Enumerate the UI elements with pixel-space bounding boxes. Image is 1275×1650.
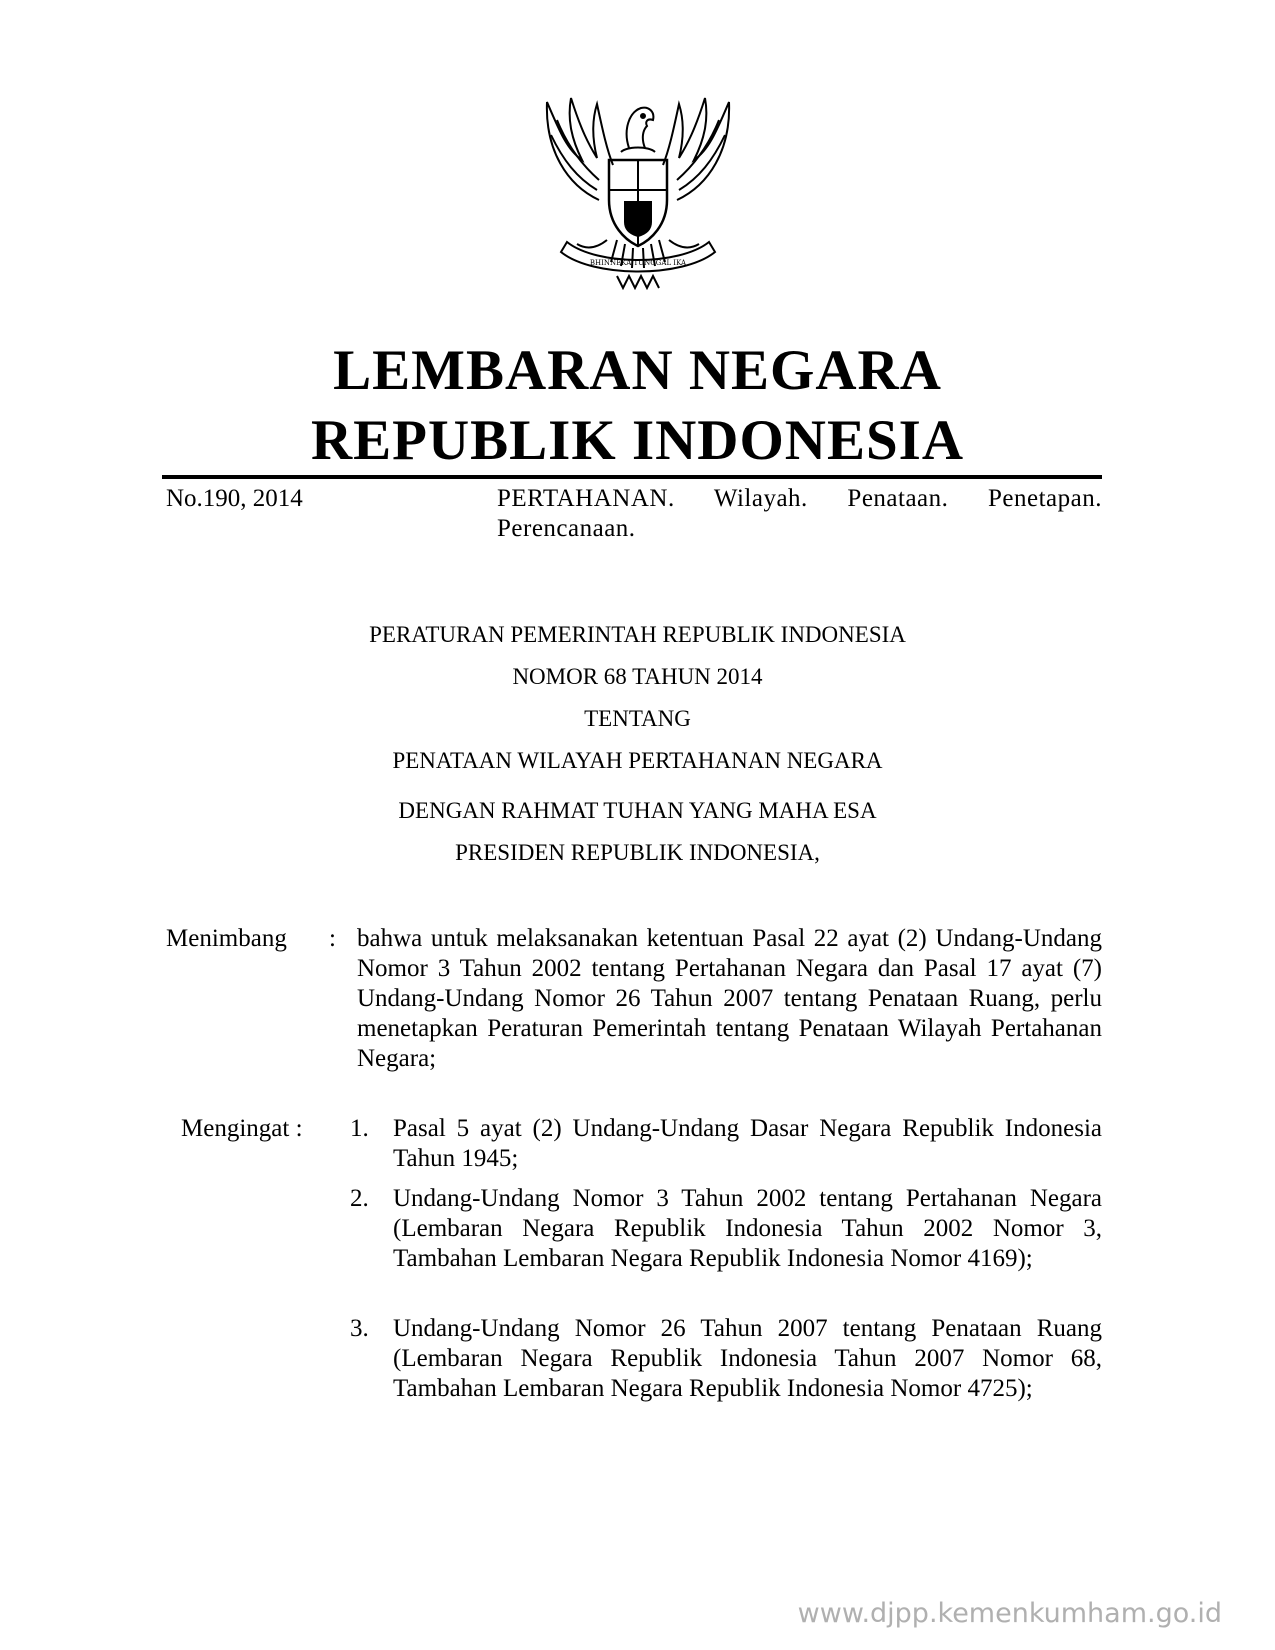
gazette-title-line2: REPUBLIK INDONESIA [310,409,965,472]
regulation-type: PERATURAN PEMERINTAH REPUBLIK INDONESIA [369,622,906,647]
garuda-emblem [537,90,739,290]
mengingat-item-2-text: Undang-Undang Nomor 3 Tahun 2002 tentang Pertahanan Negara (Lembaran Negara Republik Indonesia Tahun 2002 Nomor 3, Tambahan Lembaran Negara Republik Indonesia Nomor 4169); [393,1185,1102,1272]
regulation-invocation: DENGAN RAHMAT TUHAN YANG MAHA ESA [398,798,877,823]
gazette-title-line1: LEMBARAN NEGARA [333,339,942,402]
title-divider [162,475,1102,479]
gazette-topic: PERTAHANAN. Wilayah. Penataan. Penetapan. Perencanaan. [497,485,1102,542]
mengingat-label: Mengingat : [181,1115,303,1142]
mengingat-item-1-number: 1. [350,1115,369,1142]
mengingat-item-1-text: Pasal 5 ayat (2) Undang-Undang Dasar Negara Republik Indonesia Tahun 1945; [393,1115,1102,1172]
menimbang-label: Menimbang [166,925,287,952]
regulation-subject: PENATAAN WILAYAH PERTAHANAN NEGARA [392,748,883,773]
mengingat-item-3-number: 3. [350,1315,369,1342]
regulation-about-label: TENTANG [584,706,691,731]
regulation-number: NOMOR 68 TAHUN 2014 [512,664,763,689]
menimbang-text: bahwa untuk melaksanakan ketentuan Pasal 22 ayat (2) Undang-Undang Nomor 3 Tahun 2002 tentang Pertahanan Negara dan Pasal 17 ayat (7) Undang-Undang Nomor 26 Tahun 2007 tentang Penataan Ruang, perlu menetapkan Peraturan Pemerintah tentang Penataan Wilayah Pertahanan Negara; [357,925,1102,1072]
emblem-motto: BHINNEKA TUNGGAL IKA [589,259,687,267]
mengingat-item-3-text: Undang-Undang Nomor 26 Tahun 2007 tentang Penataan Ruang (Lembaran Negara Republik Indonesia Tahun 2007 Nomor 68, Tambahan Lembaran Negara Republik Indonesia Nomor 4725); [393,1315,1102,1402]
footer-url[interactable]: www.djpp.kemenkumham.go.id [797,1598,1222,1629]
garuda-pancasila-icon [537,90,739,290]
mengingat-item-2-number: 2. [350,1185,369,1212]
gazette-number: No.190, 2014 [166,485,303,512]
regulation-issuer: PRESIDEN REPUBLIK INDONESIA, [455,840,820,865]
menimbang-colon: : [329,925,336,952]
